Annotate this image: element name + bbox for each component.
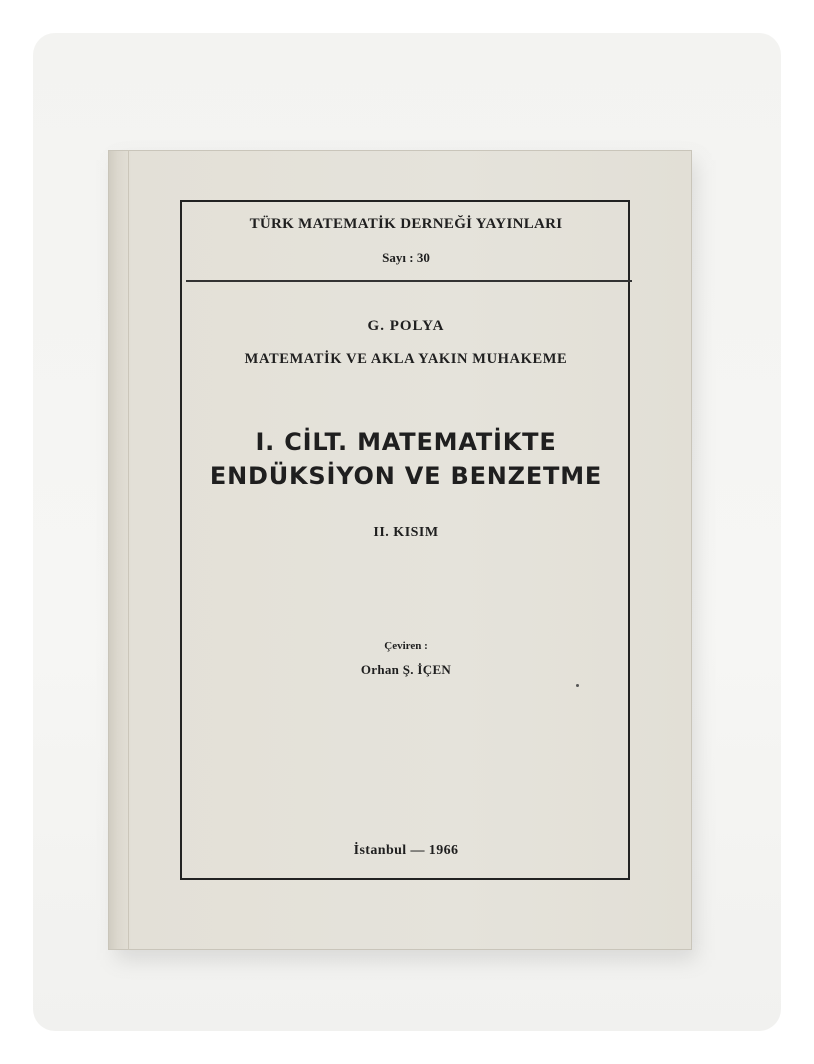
header-divider-line — [186, 280, 632, 282]
volume-title-line-1: I. CİLT. MATEMATİKTE — [255, 428, 557, 456]
main-title: MATEMATİK VE AKLA YAKIN MUHAKEME — [244, 351, 568, 367]
part-label: II. KISIM — [373, 525, 439, 540]
volume-title — [176, 425, 636, 493]
imprint-place-year: İstanbul — 1966 — [353, 843, 459, 858]
translator-label: Çeviren : — [384, 640, 428, 652]
translator-name: Orhan Ş. İÇEN — [360, 662, 452, 677]
volume-title-line-2: ENDÜKSİYON VE BENZETME — [209, 462, 603, 490]
series-title: TÜRK MATEMATİK DERNEĞİ YAYINLARI — [249, 216, 563, 232]
book-cover — [108, 150, 692, 950]
issue-number: Sayı : 30 — [382, 250, 430, 265]
cover-speck — [576, 684, 579, 687]
spine-edge — [128, 150, 129, 950]
author-name: G. POLYA — [367, 318, 445, 334]
